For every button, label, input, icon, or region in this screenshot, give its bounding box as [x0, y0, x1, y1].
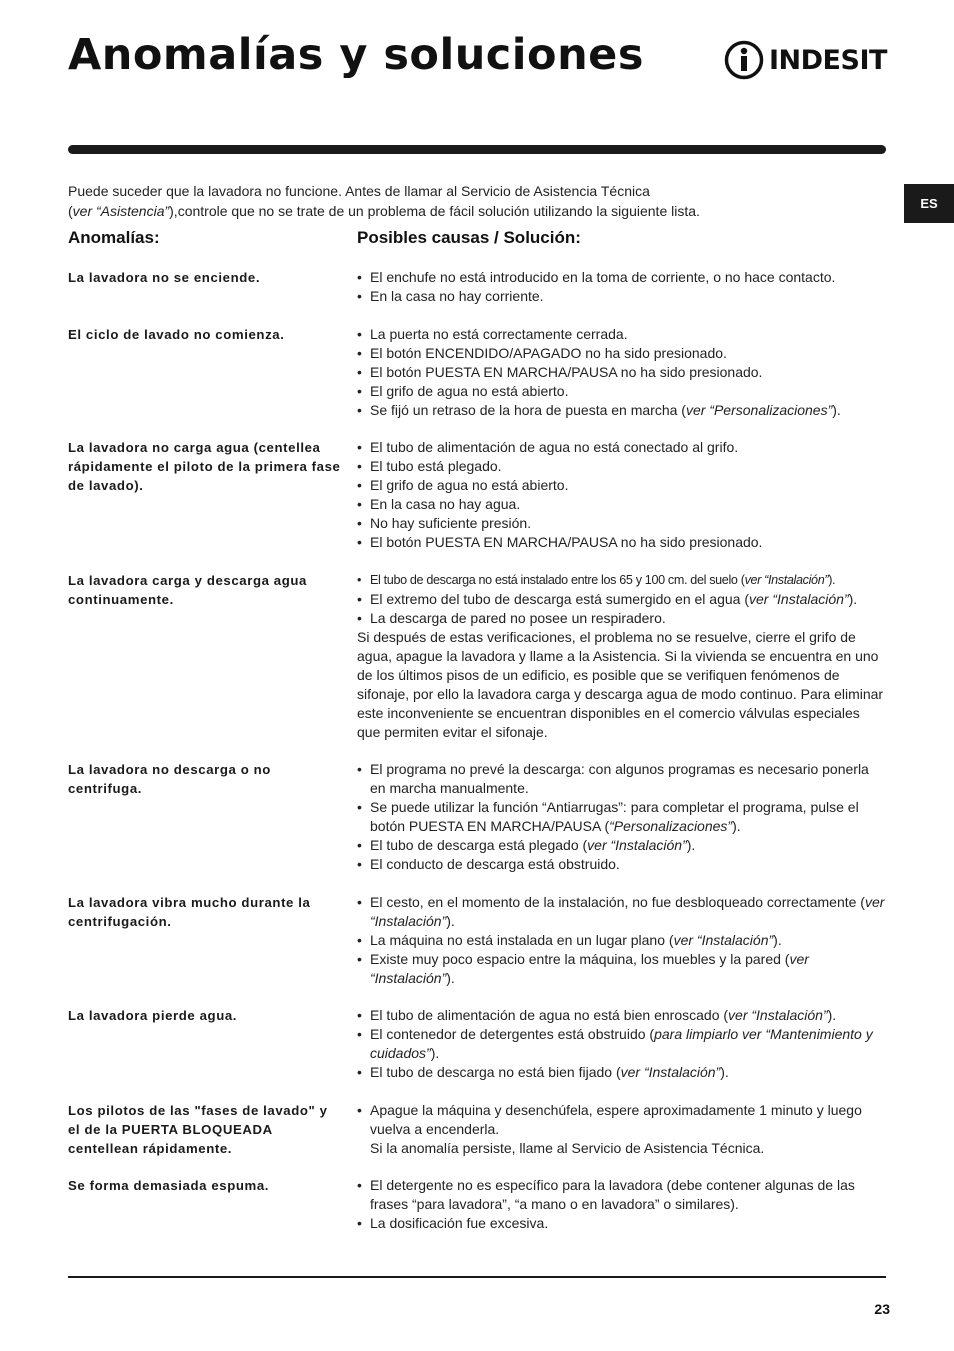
- list-item-text: El extremo del tubo de descarga está sumergido en el agua (: [370, 590, 750, 607]
- list-item-text: ).: [828, 572, 836, 587]
- list-item-text: ).: [446, 969, 455, 986]
- table-row: [68, 325, 886, 420]
- solution-list: [357, 571, 886, 742]
- cross-reference: ver “Instalación”: [370, 893, 885, 929]
- intro-reference: ver “Asistencia”: [72, 203, 170, 219]
- list-item-text: Existe muy poco espacio entre la máquina, los muebles y la pared (: [370, 950, 790, 967]
- list-item: • El programa no prevé la descarga: con algunos programas es necesario ponerla en marcha manualmente.: [357, 760, 886, 798]
- problem-label: La lavadora pierde agua.: [68, 1008, 238, 1023]
- footer-rule: [68, 1276, 886, 1278]
- header-rule: [68, 145, 886, 154]
- list-item-text: ).: [732, 818, 741, 834]
- list-item: • El botón ENCENDIDO/APAGADO no ha sido presionado.: [357, 344, 886, 363]
- list-item-text: La máquina no está instalada en un lugar plano (: [370, 931, 674, 948]
- list-item-text: ).: [832, 401, 841, 418]
- list-item-text: ).: [720, 1064, 729, 1080]
- language-tab: ES: [904, 184, 954, 223]
- table-row: [68, 1176, 886, 1233]
- column-heading-anomalias: Anomalías:: [68, 228, 160, 247]
- solution-list: [357, 893, 886, 988]
- solution-list: [357, 1006, 886, 1082]
- list-item-text: ).: [430, 1045, 440, 1061]
- cross-reference: ver “Instalación”: [744, 572, 829, 587]
- intro-line-2-rest: ),controle que no se trate de un problema de fácil solución utilizando la siguiente lista.: [169, 203, 700, 219]
- cross-reference: ver “Instalación”: [673, 931, 774, 948]
- list-item-text: El tubo de alimentación de agua no está bien enroscado (: [370, 1007, 729, 1023]
- list-item: • La descarga de pared no posee un respiradero.: [357, 609, 886, 628]
- cross-reference: para limpiarlo ver “Mantenimiento y cuidados”: [370, 1026, 873, 1061]
- problem-label: La lavadora no descarga o no centrifuga.: [68, 762, 271, 796]
- indesit-i-logo-icon: [724, 40, 764, 80]
- table-row: [68, 893, 886, 988]
- list-item: [357, 1006, 886, 1025]
- table-row: [68, 760, 886, 874]
- problem-label: La lavadora carga y descarga agua continuamente.: [68, 572, 307, 607]
- solution-list: [357, 760, 886, 874]
- list-item: [357, 590, 886, 609]
- table-row: [68, 571, 886, 742]
- list-item: [357, 893, 886, 931]
- table-row: [68, 438, 886, 552]
- brand-wordmark: INDESIT: [769, 44, 887, 76]
- cross-reference: “Personalizaciones”: [609, 818, 733, 834]
- list-item-text: Se fijó un retraso de la hora de puesta en marcha (: [370, 401, 686, 418]
- list-item-text: ).: [686, 837, 696, 853]
- list-item-text: El tubo de descarga no está instalado entre los 65 y 100 cm. del suelo (: [370, 572, 745, 587]
- solution-list: [357, 325, 886, 420]
- list-item: • El grifo de agua no está abierto.: [357, 382, 886, 401]
- brand-logo: [724, 40, 887, 80]
- problem-label: El ciclo de lavado no comienza.: [68, 326, 285, 342]
- list-item: [357, 1025, 886, 1063]
- list-item: • El conducto de descarga está obstruido.: [357, 855, 886, 874]
- table-row: [68, 268, 886, 306]
- list-item: [357, 571, 886, 590]
- solution-list: [357, 268, 886, 306]
- problem-label: Se forma demasiada espuma.: [68, 1178, 270, 1193]
- list-item-text: ).: [827, 1007, 837, 1023]
- list-item: • El detergente no es específico para la lavadora (debe contener algunas de las frases “para lavadora”, “a mano o en lavadora” o similares).: [357, 1176, 886, 1214]
- note-paragraph: Si después de estas verificaciones, el problema no se resuelve, cierre el grifo de agua, apague la lavadora y llame a la Asistencia. Si la vivienda se encuentra en uno de los últimos pisos de un edificio, es posible que se verifiquen fenómenos de sifonaje, por ello la lavadora carga y descarga agua de modo continuo. Para eliminar este inconveniente se encuentran disponibles en el comercio válvulas especiales que permiten evitar el sifonaje.: [357, 628, 884, 740]
- list-item: • El tubo de alimentación de agua no está conectado al grifo.: [357, 438, 886, 457]
- column-heading-soluciones: Posibles causas / Solución:: [357, 228, 581, 247]
- problem-label: La lavadora no se enciende.: [68, 270, 261, 285]
- list-item-text: ).: [773, 931, 782, 948]
- list-item: • Apague la máquina y desenchúfela, espere aproximadamente 1 minuto y luego vuelva a encenderla.: [357, 1101, 886, 1139]
- problem-label: La lavadora no carga agua (centellea rápidamente el piloto de la primera fase de lavado).: [68, 440, 341, 493]
- list-item-text: El tubo de descarga está plegado (: [370, 837, 588, 853]
- solution-list: [357, 438, 886, 552]
- intro-line-1: Puede suceder que la lavadora no funcione. Antes de llamar al Servicio de Asistencia Técnica: [68, 183, 650, 199]
- list-item: [357, 950, 886, 988]
- cross-reference: ver “Instalación”: [587, 837, 687, 853]
- list-item: [357, 931, 886, 950]
- list-item: [357, 401, 886, 420]
- troubleshooting-table: [68, 268, 886, 1252]
- page-title: Anomalías y soluciones: [68, 30, 644, 80]
- intro-text: [68, 181, 798, 221]
- list-item-text: ).: [848, 590, 858, 607]
- list-item: • El botón PUESTA EN MARCHA/PAUSA no ha sido presionado.: [357, 533, 886, 552]
- list-item-text: El cesto, en el momento de la instalación, no fue desbloqueado correctamente (: [370, 893, 865, 910]
- list-item: • La dosificación fue excesiva.: [357, 1214, 886, 1233]
- list-item-text: Se puede utilizar la función “Antiarrugas”: para completar el programa, pulse el botón PUESTA EN MARCHA/PAUSA (: [370, 799, 859, 834]
- list-item: • La puerta no está correctamente cerrada.: [357, 325, 886, 344]
- indent-note: Si la anomalía persiste, llame al Servicio de Asistencia Técnica.: [370, 1139, 765, 1156]
- list-item: • El botón PUESTA EN MARCHA/PAUSA no ha sido presionado.: [357, 363, 886, 382]
- solution-list: [357, 1176, 886, 1233]
- problem-label: Los pilotos de las "fases de lavado" y el de la PUERTA BLOQUEADA centellean rápidamente.: [68, 1102, 328, 1156]
- table-row: [68, 1101, 886, 1158]
- list-item: [357, 1063, 886, 1082]
- solution-list: [357, 1101, 886, 1158]
- list-item: [357, 798, 886, 836]
- cross-reference: ver “Instalación”: [370, 950, 809, 986]
- list-item: • En la casa no hay corriente.: [357, 287, 886, 306]
- cross-reference: ver “Personalizaciones”: [685, 401, 833, 418]
- list-item-text: El tubo de descarga no está bien fijado (: [370, 1064, 621, 1080]
- problem-label: La lavadora vibra mucho durante la centrifugación.: [68, 894, 311, 929]
- list-item: • El enchufe no está introducido en la toma de corriente, o no hace contacto.: [357, 268, 886, 287]
- list-item: • No hay suficiente presión.: [357, 514, 886, 533]
- cross-reference: ver “Instalación”: [620, 1064, 721, 1080]
- list-item: • El grifo de agua no está abierto.: [357, 476, 886, 495]
- list-item-text: ).: [446, 912, 455, 929]
- list-item-text: El contenedor de detergentes está obstruido (: [370, 1026, 655, 1042]
- table-row: [68, 1006, 886, 1082]
- cross-reference: ver “Instalación”: [749, 590, 849, 607]
- cross-reference: ver “Instalación”: [728, 1007, 828, 1023]
- list-item: [357, 836, 886, 855]
- page-number: 23: [874, 1301, 890, 1317]
- intro-line-2: [68, 201, 798, 221]
- list-item: • El tubo está plegado.: [357, 457, 886, 476]
- list-item: • En la casa no hay agua.: [357, 495, 886, 514]
- intro-paren-open: (: [68, 203, 73, 219]
